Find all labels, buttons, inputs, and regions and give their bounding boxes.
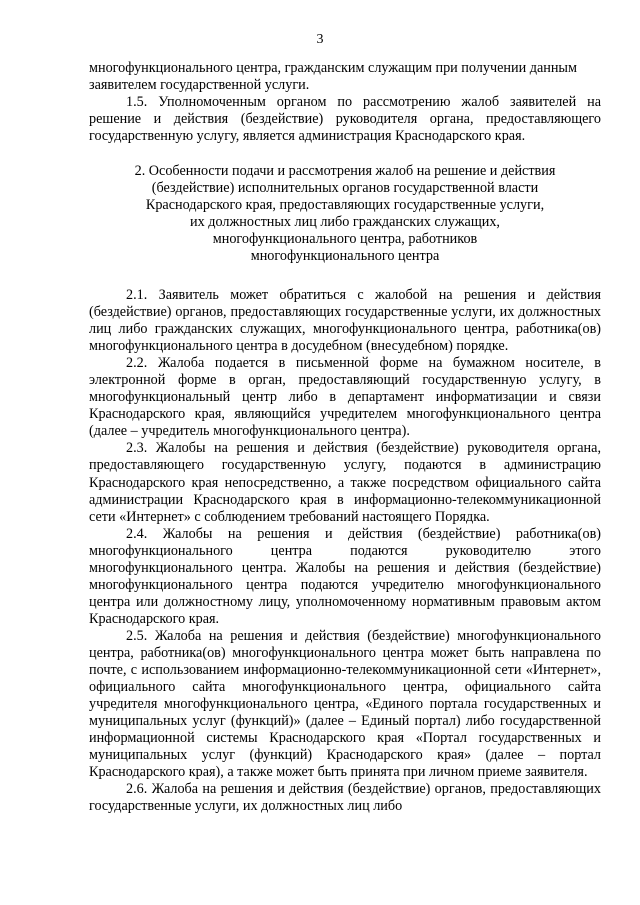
paragraph-2-5: 2.5. Жалоба на решения и действия (бездействие) многофункционального центра, работника(ов) многофункционального центра может быть направлена по почте, с использованием информационно-телекоммуникационной сети «Интернет», официального сайта многофункционального центра, официального сайта учредителя многофункционального центра, «Единого портала государственных и муниципальных услуг (функций)» (далее – Единый портал) либо государственной информационной системы Краснодарского края «Портал государственных и муниципальных услуг (функций) Краснодарского края» (далее – портал Краснодарского края), а также может быть принята при личном приеме заявителя. — [89, 627, 601, 781]
heading-line: их должностных лиц либо гражданских служащих, — [190, 214, 500, 231]
paragraph-1-5: 1.5. Уполномоченным органом по рассмотрению жалоб заявителей на решение и действия (бездействие) руководителя органа, предоставляющего государственную услугу, является администрация Краснодарского края. — [89, 94, 601, 145]
paragraph-2-6: 2.6. Жалоба на решения и действия (бездействие) органов, предоставляющих государственные услуги, их должностных лиц либо — [89, 781, 601, 815]
heading-line: многофункционального центра — [250, 248, 440, 265]
heading-line: (бездействие) исполнительных органов государственной власти — [151, 180, 539, 197]
intro-line: заявителем государственной услуги. — [89, 77, 310, 94]
paragraph-2-4: 2.4. Жалобы на решения и действия (бездействие) работника(ов) многофункционального центра подаются руководителю этого многофункционального центра. Жалобы на решения и действия (бездействие) многофункционального центра подаются учредителю многофункционального центра или должностному лицу, уполномоченному нормативным правовым актом Краснодарского края. — [89, 525, 601, 627]
section-2-heading — [89, 163, 601, 265]
section-2-body — [89, 287, 601, 815]
paragraph-2-3: 2.3. Жалобы на решения и действия (бездействие) руководителя органа, предоставляющего государственную услугу, подаются в администрацию Краснодарского края непосредственно, а также посредством официального сайта администрации Краснодарского края в информационно-телекоммуникационной сети «Интернет» с соблюдением требований настоящего Порядка. — [89, 440, 601, 525]
heading-line: Краснодарского края, предоставляющих государственные услуги, — [145, 197, 545, 214]
heading-line: 2. Особенности подачи и рассмотрения жалоб на решение и действия — [134, 163, 556, 179]
page-number: 3 — [316, 32, 324, 47]
heading-line: многофункционального центра, работников — [212, 231, 478, 248]
intro-line: многофункционального центра, гражданским служащим при получении данным — [89, 60, 577, 76]
intro-block — [89, 60, 601, 145]
paragraph-2-2: 2.2. Жалоба подается в письменной форме на бумажном носителе, в электронной форме в орган, предоставляющий государственную услугу, в многофункциональный центр либо в департамент информатизации и связи Краснодарского края, являющийся учредителем многофункционального центра (далее – учредитель многофункционального центра). — [89, 355, 601, 440]
paragraph-2-1: 2.1. Заявитель может обратиться с жалобой на решения и действия (бездействие) органов, предоставляющих государственные услуги, их должностных лиц либо гражданских служащих, многофункционального центра, работника(ов) многофункционального центра в досудебном (внесудебном) порядке. — [89, 287, 601, 355]
